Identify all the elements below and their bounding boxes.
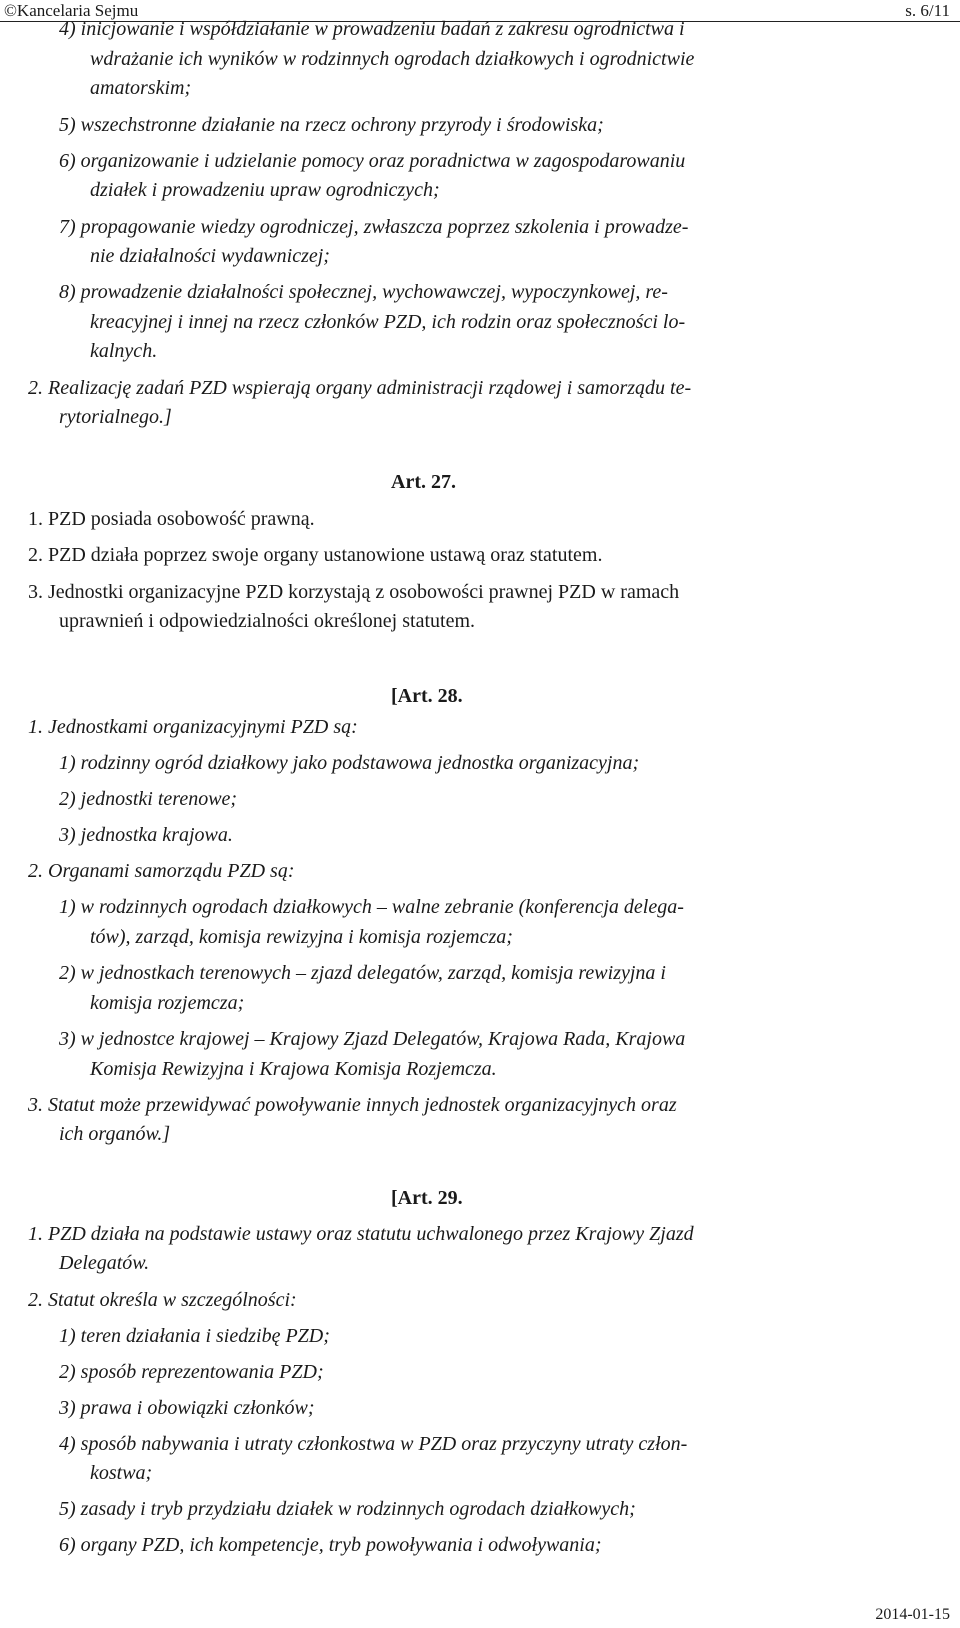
text-line: 6) organy PZD, ich kompetencje, tryb powoływania i odwoływania; bbox=[59, 1534, 602, 1556]
footer-date: 2014-01-15 bbox=[875, 1606, 950, 1623]
text-line: działek i prowadzeniu upraw ogrodniczych; bbox=[90, 179, 440, 201]
text-line: amatorskim; bbox=[90, 77, 192, 99]
text-line: 3. Statut może przewidywać powoływanie innych jednostek organizacyjnych oraz bbox=[28, 1094, 677, 1116]
text-line: nie działalności wydawniczej; bbox=[90, 245, 330, 267]
text-line: 1) rodzinny ogród działkowy jako podstawowa jednostka organizacyjna; bbox=[59, 752, 640, 774]
text-line: tów), zarząd, komisja rewizyjna i komisja rozjemcza; bbox=[90, 926, 513, 948]
text-line: 2) w jednostkach terenowych – zjazd delegatów, zarząd, komisja rewizyjna i bbox=[59, 962, 666, 984]
header-publisher: ©Kancelaria Sejmu bbox=[4, 1, 139, 20]
text-line: 2) jednostki terenowe; bbox=[59, 788, 238, 810]
text-line: 5) zasady i tryb przydziału działek w rodzinnych ogrodach działkowych; bbox=[59, 1498, 636, 1520]
text-line: 5) wszechstronne działanie na rzecz ochrony przyrody i środowiska; bbox=[59, 114, 604, 136]
text-line: 2) sposób reprezentowania PZD; bbox=[59, 1361, 324, 1383]
text-line: rytorialnego.] bbox=[59, 406, 172, 428]
text-line: 4) inicjowanie i współdziałanie w prowadzeniu badań z zakresu ogrodnictwa i bbox=[59, 18, 685, 40]
text-line: 1. Jednostkami organizacyjnymi PZD są: bbox=[28, 716, 358, 738]
text-line: 2. Statut określa w szczególności: bbox=[28, 1289, 297, 1311]
text-line: 2. Organami samorządu PZD są: bbox=[28, 860, 295, 882]
text-line: 1) teren działania i siedzibę PZD; bbox=[59, 1325, 330, 1347]
text-line: wdrażanie ich wyników w rodzinnych ogrodach działkowych i ogrodnictwie bbox=[90, 48, 695, 70]
text-line: 2. Realizację zadań PZD wspierają organy administracji rządowej i samorządu te- bbox=[28, 377, 692, 399]
text-line: kostwa; bbox=[90, 1462, 153, 1484]
article-heading: [Art. 29. bbox=[391, 1187, 463, 1209]
text-line: 8) prowadzenie działalności społecznej, wychowawczej, wypoczynkowej, re- bbox=[59, 281, 668, 303]
text-line: ich organów.] bbox=[59, 1123, 171, 1145]
text-line: 1) w rodzinnych ogrodach działkowych – walne zebranie (konferencja delega- bbox=[59, 896, 684, 918]
text-line: 1. PZD działa na podstawie ustawy oraz statutu uchwalonego przez Krajowy Zjazd bbox=[28, 1223, 694, 1245]
text-line: 1. PZD posiada osobowość prawną. bbox=[28, 508, 315, 530]
header-page-number: s. 6/11 bbox=[905, 1, 950, 20]
text-line: 3) jednostka krajowa. bbox=[59, 824, 233, 846]
text-line: 4) sposób nabywania i utraty członkostwa w PZD oraz przyczyny utraty człon- bbox=[59, 1433, 688, 1455]
text-line: kalnych. bbox=[90, 340, 158, 362]
text-line: 2. PZD działa poprzez swoje organy ustanowione ustawą oraz statutem. bbox=[28, 544, 603, 566]
text-line: kreacyjnej i innej na rzecz członków PZD, ich rodzin oraz społeczności lo- bbox=[90, 311, 686, 333]
text-line: 3) w jednostce krajowej – Krajowy Zjazd Delegatów, Krajowa Rada, Krajowa bbox=[59, 1028, 686, 1050]
text-line: 3. Jednostki organizacyjne PZD korzystają z osobowości prawnej PZD w ramach bbox=[28, 581, 680, 603]
text-line: Komisja Rewizyjna i Krajowa Komisja Rozjemcza. bbox=[90, 1058, 497, 1080]
text-line: uprawnień i odpowiedzialności określonej statutem. bbox=[59, 610, 476, 632]
text-line: Delegatów. bbox=[59, 1252, 150, 1274]
article-heading: [Art. 28. bbox=[391, 685, 463, 707]
text-line: 3) prawa i obowiązki członków; bbox=[59, 1397, 315, 1419]
text-line: 7) propagowanie wiedzy ogrodniczej, zwłaszcza poprzez szkolenia i prowadze- bbox=[59, 216, 689, 238]
text-line: 6) organizowanie i udzielanie pomocy oraz poradnictwa w zagospodarowaniu bbox=[59, 150, 686, 172]
article-heading: Art. 27. bbox=[391, 471, 456, 493]
text-line: komisja rozjemcza; bbox=[90, 992, 245, 1014]
